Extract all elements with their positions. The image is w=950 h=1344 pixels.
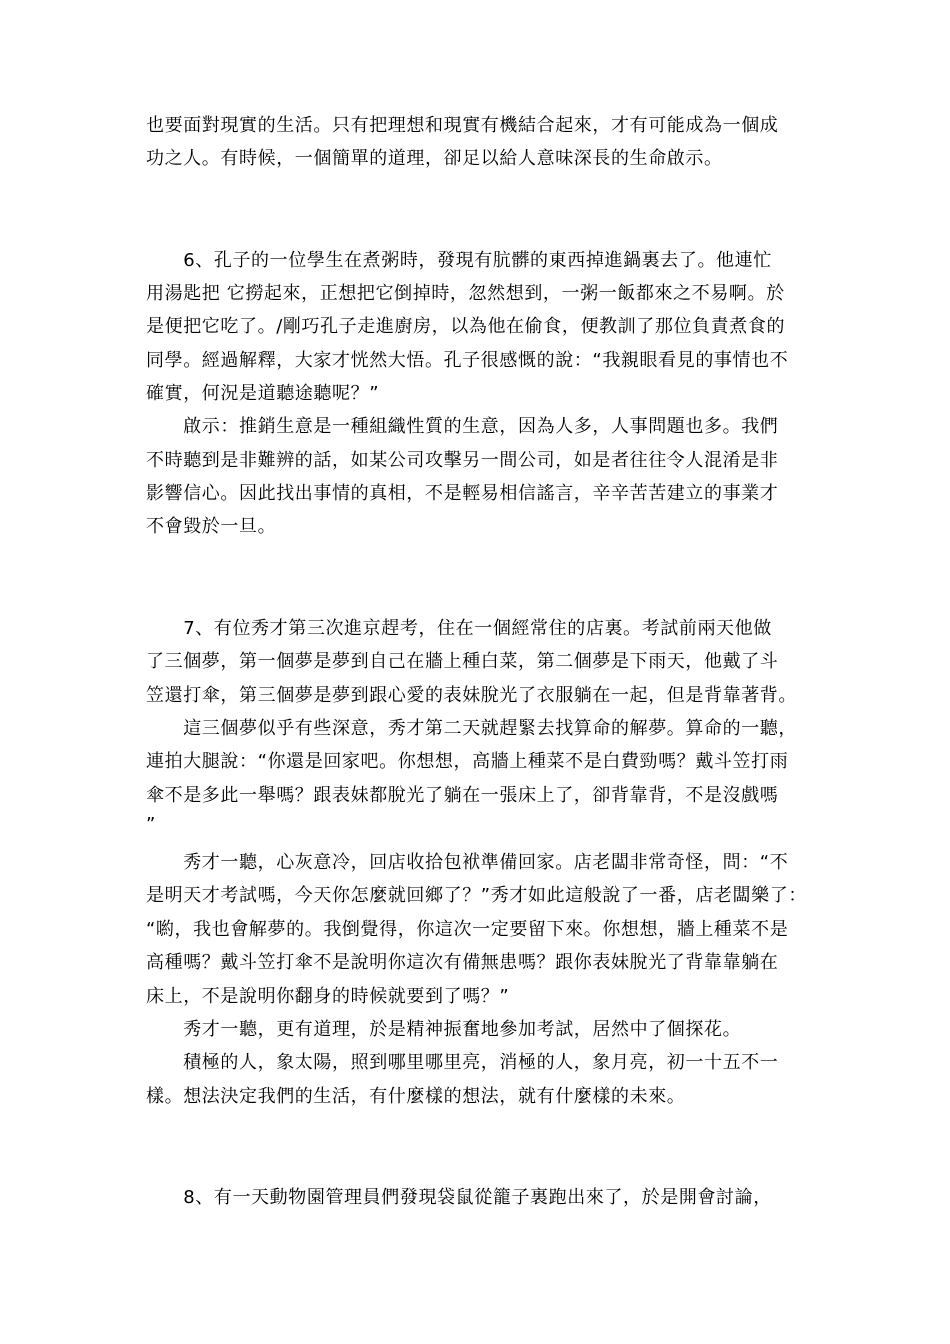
text-line: 影響信心。因此找出事情的真相，不是輕易相信謠言，辛辛苦苦建立的事業才 (146, 483, 779, 504)
text-line: 高種嗎？戴斗笠打傘不是說明你這次有備無患嗎？跟你表妹脫光了背靠靠躺在 (146, 952, 779, 973)
paragraph-7-line: 7、有位秀才第三次進京趕考，住在一個經常住的店裏。考試前兩天他做 (146, 618, 772, 639)
text-line: 這三個夢似乎有些深意，秀才第二天就趕緊去找算命的解夢。算命的一聽， (146, 718, 797, 739)
text-line: 不時聽到是非難辨的話，如某公司攻擊另一間公司，如是者往往令人混淆是非 (146, 450, 779, 471)
text-line: 秀才一聽，心灰意冷，回店收拾包袱準備回家。店老闆非常奇怪，問：“不 (146, 852, 789, 873)
text-line: 樣。想法決定我們的生活，有什麼樣的想法，就有什麼樣的未來。 (146, 1086, 686, 1107)
text-line: 是明天才考試嗎，今天你怎麼就回鄉了？”秀才如此這般說了一番，店老闆樂了： (146, 885, 807, 906)
text-line: 同學。經過解釋，大家才恍然大悟。孔子很感慨的說：“我親眼看見的事情也不 (146, 350, 789, 371)
text-line: 確實，何況是道聽途聽呢？” (146, 383, 380, 404)
text-line: ” (146, 814, 156, 835)
paragraph-6-line: 6、孔子的一位學生在煮粥時，發現有肮髒的東西掉進鍋裏去了。他連忙 (146, 250, 772, 271)
text-line: 笠還打傘，第三個夢是夢到跟心愛的表妹脫光了衣服躺在一起，但是背靠著背。 (146, 685, 797, 706)
text-line: 秀才一聽，更有道理，於是精神振奮地參加考試，居然中了個探花。 (146, 1019, 742, 1040)
text-line: 啟示：推銷生意是一種組織性質的生意，因為人多，人事問題也多。我們 (146, 416, 779, 437)
text-line: 床上，不是說明你翻身的時候就要到了嗎？” (146, 986, 510, 1007)
text-line: 用湯匙把 它撈起來，正想把它倒掉時，忽然想到，一粥一飯都來之不易啊。於 (146, 283, 785, 304)
paragraph-8-line: 8、有一天動物園管理員們發現袋鼠從籠子裏跑出來了，於是開會討論， (146, 1187, 772, 1208)
text-line: 了三個夢，第一個夢是夢到自己在牆上種白菜，第二個夢是下雨天，他戴了斗 (146, 651, 779, 672)
text-line: 積極的人，象太陽，照到哪里哪里亮，消極的人，象月亮，初一十五不一 (146, 1052, 779, 1073)
text-line: 不會毀於一旦。 (146, 516, 277, 537)
text-line: 傘不是多此一舉嗎？跟表妹都脫光了躺在一張床上了，卻背靠背，不是沒戲嗎 (146, 785, 779, 806)
text-line: “喲，我也會解夢的。我倒覺得，你這次一定要留下來。你想想，牆上種菜不是 (146, 919, 789, 940)
text-line: 連拍大腿說：“你還是回家吧。你想想，高牆上種菜不是白費勁嗎？戴斗笠打雨 (146, 751, 789, 772)
text-line: 也要面對現實的生活。只有把理想和現實有機結合起來，才有可能成為一個成 (146, 115, 779, 136)
text-line: 功之人。有時候，一個簡單的道理，卻足以給人意味深長的生命啟示。 (146, 148, 723, 169)
text-line: 是便把它吃了。/剛巧孔子走進廚房，以為他在偷食，便教訓了那位負責煮食的 (146, 316, 786, 337)
